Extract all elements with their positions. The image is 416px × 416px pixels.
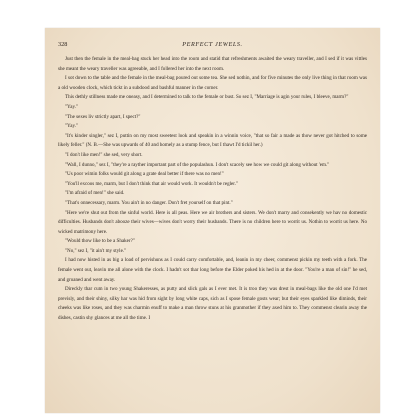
paragraph: Direckly thar cum in two young Shakeresses, as putty and slick gals as I ever met. It is troo they was drest in meal-bags like the old one I'd met previsly, and their shiny, silky har was hid from sight by long white caps, sich as I spose female gosts wear; but their eyes sparkled like diminds, their cheeks was like roses, and they was charmin enuff to make a man throw stuns at his granmother if they axed him to. They commenst clearin away the dishes, castin shy glances at me all the time. I <box>58 286 367 322</box>
paragraph: "The sexes liv strictly apart, I spect?" <box>65 113 141 120</box>
paragraph: "Us poor wimin folks would git along a grate deal better if there was no men!" <box>65 171 224 178</box>
page-number: 328 <box>58 41 68 48</box>
paragraph: I sot down to the table and the female in the meal-bag poured out some tea. She sed nothin, and for five minutes the only live thing in that room was a old wooden clock, which tickt in a subdood and bashful manner in the corner. <box>58 75 367 91</box>
paragraph: Just then the female in the meal-bag stuck her head into the room and statid that refreshments awaited the weary traveller, and I sed if it was vittles she meant the weary traveller was agreeable, and I follered her into the next room. <box>58 56 367 72</box>
paragraph: I had now histed in as big a load of pervishuns as I could carry comfortable, and, leanin in my cheer, commenst pickin my teeth with a fork. The female went out, leavin me all alone with the clock. I hadn't sot thar long before the Elder poked his hed in at the door. "You're a man of sin!" he sed, and groaned and went away. <box>58 257 367 283</box>
paragraph: "That's onnecessary, marm. You ain't in no danger. Don't fret yourself on that pint." <box>65 199 233 206</box>
paragraph: This dethly stillness made me oneasy, and I determined to talk to the female or bust. So sez I, "Marriage is agin your rules, I bleeve, marm?" <box>65 94 349 101</box>
paragraph: "I don't like men!" she sed, very short. <box>65 151 143 158</box>
running-title: PERFECT JEWELS. <box>182 41 243 48</box>
paragraph: "Yay." <box>65 123 78 130</box>
running-head <box>58 41 367 51</box>
paragraph: "Would thow like to be a Shaker?" <box>65 238 135 245</box>
body-text <box>58 55 367 324</box>
paragraph: "Yay." <box>65 103 78 110</box>
paragraph: "You'll excoos me, marm, but I don't think that air would work. It wouldn't be regler." <box>65 180 238 187</box>
paragraph: "No," sez I, "it ain't my style." <box>65 247 127 254</box>
paragraph: "I'm afraid of men!" she said. <box>65 190 125 197</box>
paragraph: "Wall, I dunno," sez I, "they're a rayther important part of the populashun. I don't scacely see how we could git along without 'em." <box>65 161 330 168</box>
paragraph: "It's kinder singler," sez I, puttin on my most sweetest look and speakin in a winnin voice, "that so fair a made as thow never got hitched to some likely feller." (N. B.—She was upwards of 40 and homely as a stump fence, but I thawt I'd tickil her.) <box>58 132 367 149</box>
book-page <box>45 28 380 413</box>
paragraph: "Here we're shut out from the sinful world. Here is all peas. Here we air brothers and sisters. We don't marry and consekently we hav no domestic difficulties. Husbands don't abooze their wives—wives don't worry their husbands. There is no children here to worrit us. Nothin to worrit us here. No wicked matrimony here. <box>58 209 367 235</box>
